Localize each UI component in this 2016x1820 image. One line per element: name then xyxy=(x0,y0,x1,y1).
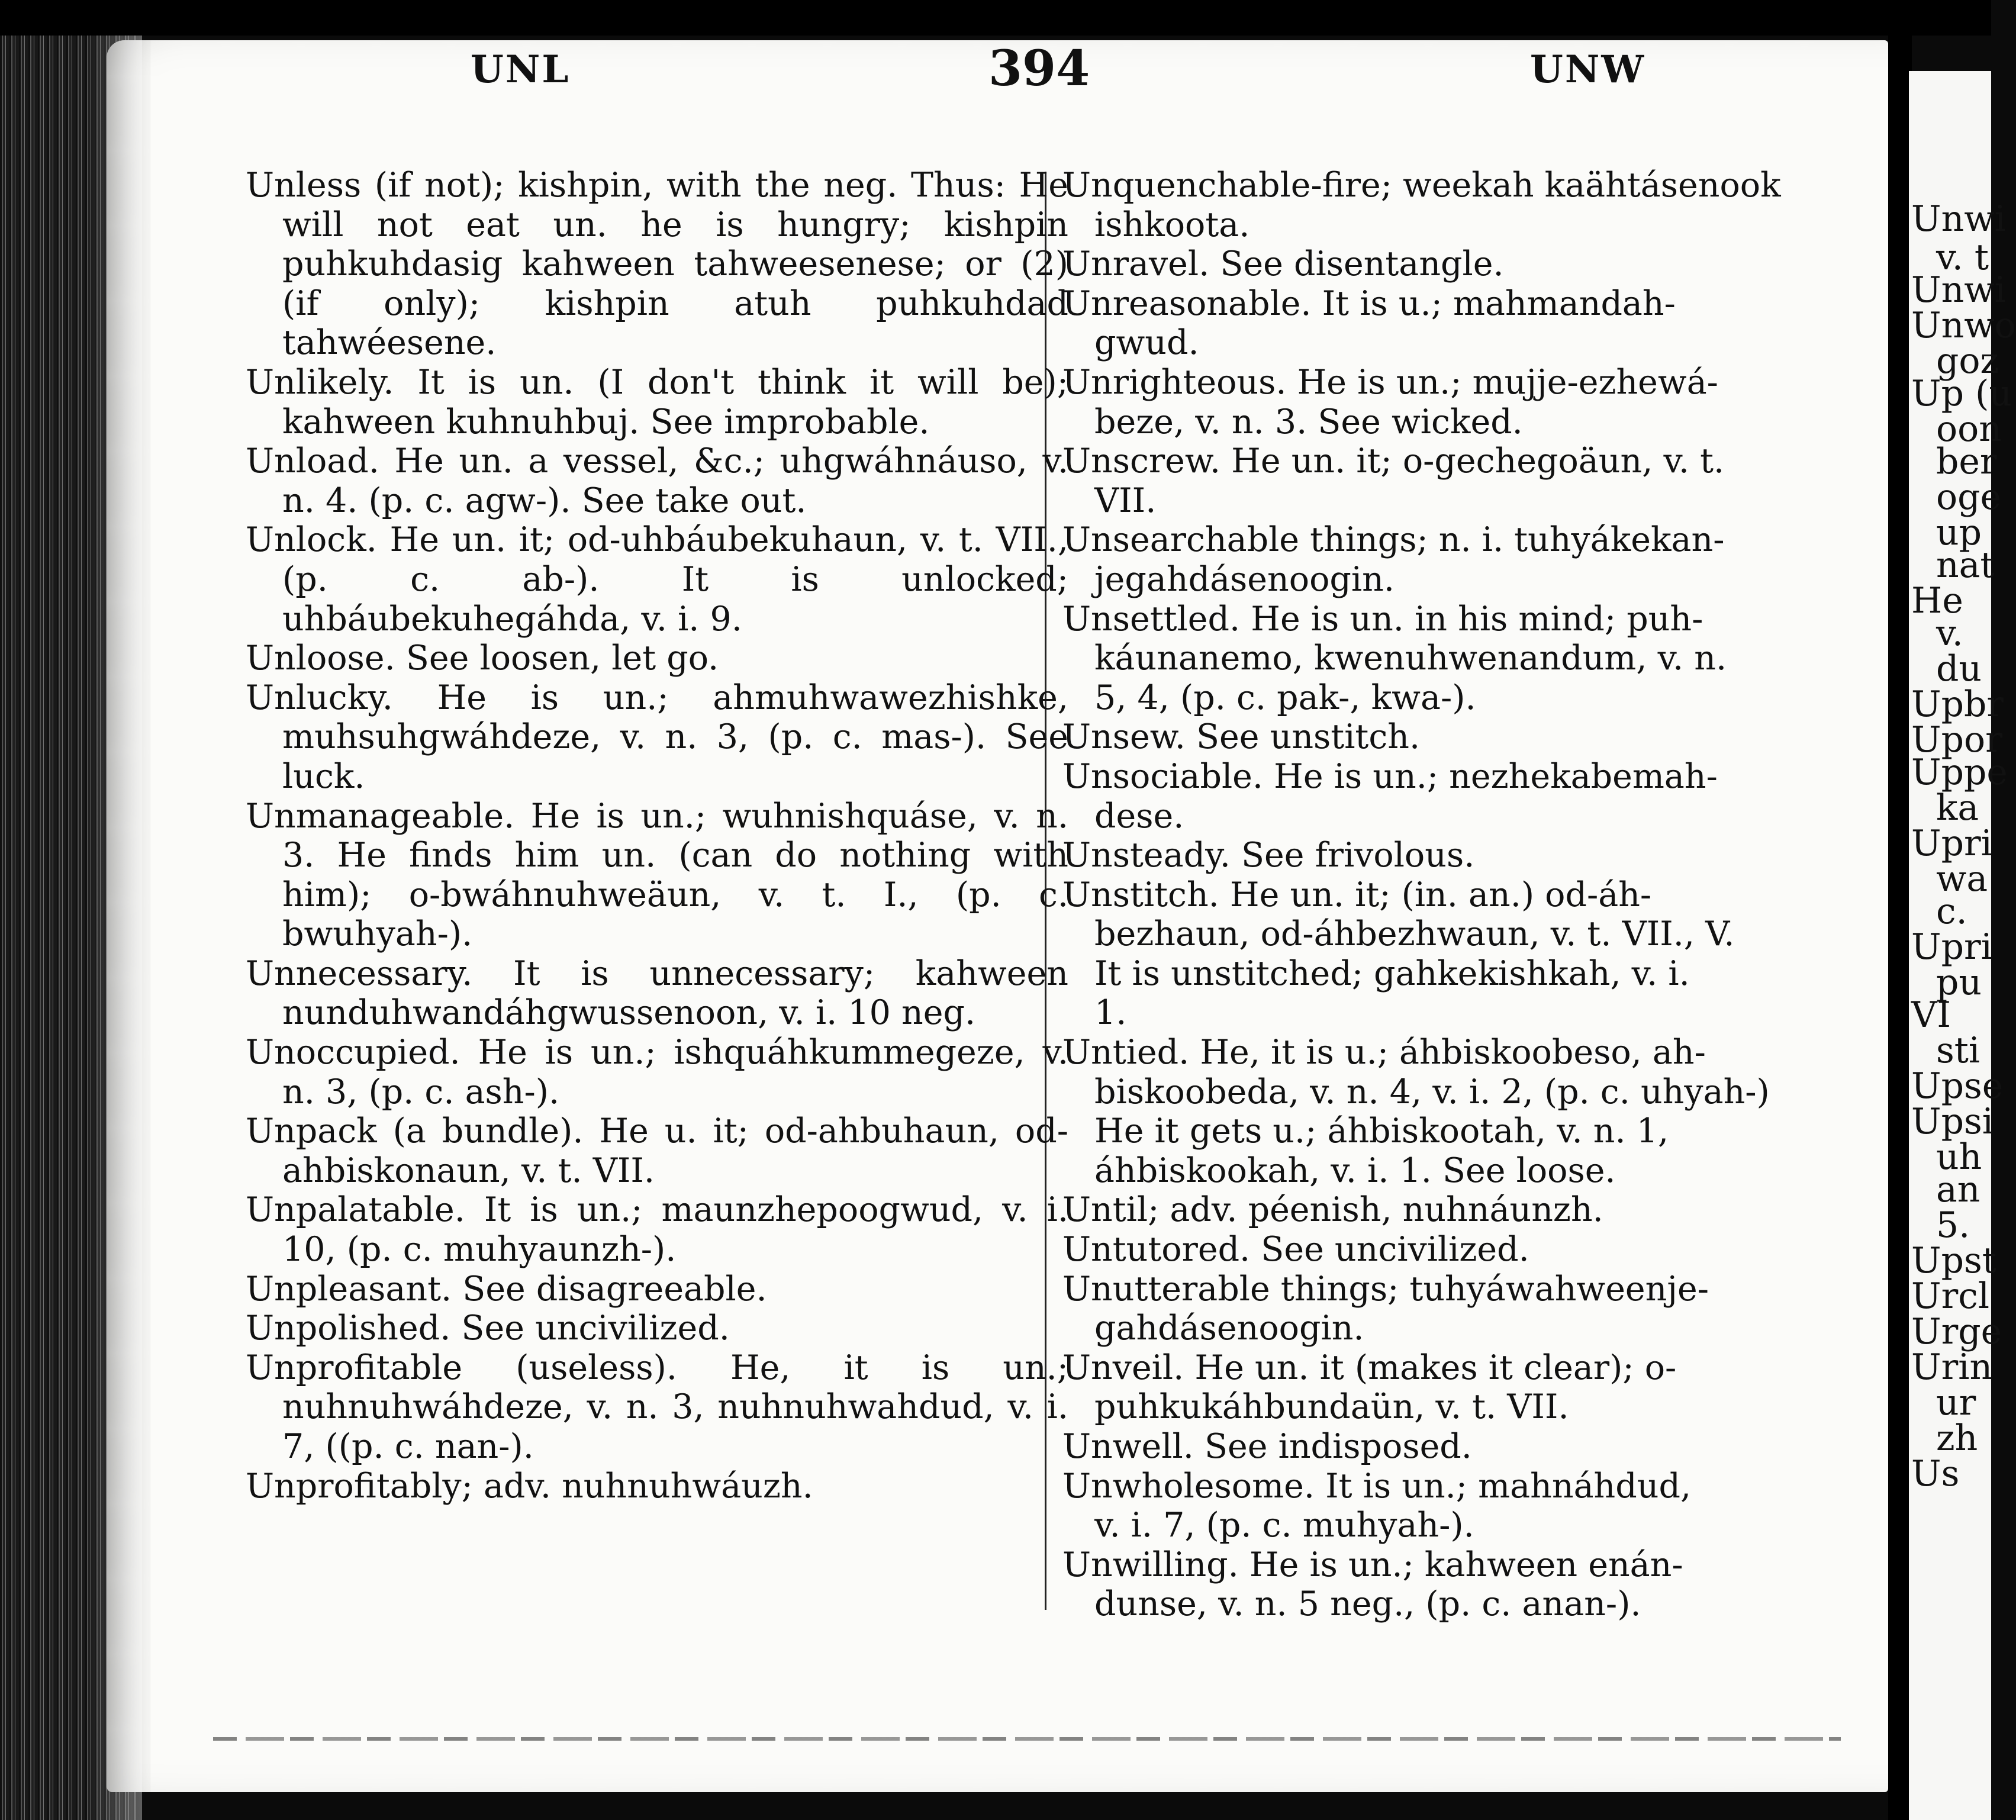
next-page-text: ur xyxy=(1936,1382,1976,1423)
next-page-text: Unwi xyxy=(1911,269,2006,311)
right-column xyxy=(1062,166,1782,1624)
next-page-text: goz xyxy=(1936,340,1999,382)
dictionary-line: gahdásenoogin. xyxy=(1094,1309,1364,1348)
dictionary-line: puhkukáhbundaün, v. t. VII. xyxy=(1094,1387,1569,1427)
dictionary-entry: Unprofitably; adv. nuhnuhwáuzh. xyxy=(246,1466,813,1506)
next-page-text: He xyxy=(1911,580,1963,621)
dictionary-line: ishkoota. xyxy=(1094,205,1250,244)
next-page-text: Urge xyxy=(1911,1311,2002,1352)
next-page-text: ber xyxy=(1936,441,1997,482)
dictionary-line: v. i. 7, (p. c. muhyah-). xyxy=(1094,1506,1474,1545)
page-gutter xyxy=(1888,36,1912,1820)
dictionary-line: Unsteady. See frivolous. xyxy=(1062,836,1475,875)
next-page-text: Upbr xyxy=(1911,684,2004,725)
dictionary-entry: Unpack (a bundle). He u. it; od-ahbuhaun, od-ahbiskonaun, v. t. VII. xyxy=(246,1112,1068,1190)
dictionary-entry: Unlikely. It is un. (I don't think it will be); kahween kuhnuhbuj. See improbable. xyxy=(246,362,1068,442)
dictionary-entry: Unprofitable (useless). He, it is un.; nuhnuhwáhdeze, v. n. 3, nuhnuhwahdud, v. i. 7, ((p. c. nan-). xyxy=(246,1348,1068,1466)
next-page-text: nat xyxy=(1936,545,1995,586)
dictionary-line: áhbiskookah, v. i. 1. See loose. xyxy=(1094,1151,1616,1190)
dictionary-line: Unwell. See indisposed. xyxy=(1062,1427,1472,1466)
next-page-text: ka xyxy=(1936,787,1979,829)
next-page-text: du xyxy=(1936,648,1982,690)
dictionary-entry: Unpleasant. See disagreeable. xyxy=(246,1269,767,1309)
running-head-left: UNL xyxy=(471,47,571,92)
dictionary-entry: Unpolished. See uncivilized. xyxy=(246,1309,730,1348)
dictionary-line: káunanemo, kwenuhwenandum, v. n. xyxy=(1094,639,1727,678)
spine-shadow xyxy=(89,36,142,1820)
dictionary-entry: Unmanageable. He is un.; wuhnishquáse, v. n. 3. He finds him un. (can do nothing with him); o-bwáhnuhweäun, v. t. I., (p. c. bwuhyah-). xyxy=(246,796,1068,954)
page-bottom-edge xyxy=(213,1737,1841,1741)
dictionary-line: 1. xyxy=(1094,993,1127,1033)
next-page-text: Unwi xyxy=(1911,198,2006,240)
dictionary-line: Unsettled. He is un. in his mind; puh- xyxy=(1062,599,1703,639)
next-page-text: Upri xyxy=(1911,823,1992,864)
dictionary-line: dese. xyxy=(1094,796,1184,836)
dictionary-line: gwud. xyxy=(1094,323,1199,363)
next-page-text: c. xyxy=(1936,891,1967,932)
dictionary-line: 5, 4, (p. c. pak-, kwa-). xyxy=(1094,678,1476,717)
scan-top-border xyxy=(0,0,1991,36)
dictionary-line: Unwholesome. It is un.; mahnáhdud, xyxy=(1062,1466,1692,1506)
dictionary-line: Unstitch. He un. it; (in. an.) od-áh- xyxy=(1062,875,1652,914)
next-page-text: an xyxy=(1936,1169,1980,1210)
dictionary-line: Unreasonable. It is u.; mahmandah- xyxy=(1062,284,1676,323)
next-page-text: up xyxy=(1936,512,1982,553)
next-page-text: Urcl xyxy=(1911,1275,1990,1317)
next-page-text: wa xyxy=(1936,858,1988,900)
next-page-text: sti xyxy=(1936,1030,1980,1071)
dictionary-line: biskoobeda, v. n. 4, v. i. 2, (p. c. uhyah-) xyxy=(1094,1072,1770,1112)
dictionary-line: VII. xyxy=(1094,481,1157,520)
dictionary-line: He it gets u.; áhbiskootah, v. n. 1, xyxy=(1094,1112,1669,1151)
next-page-text: Up (u xyxy=(1911,373,2012,414)
dictionary-line: Unwilling. He is un.; kahween enán- xyxy=(1062,1545,1683,1584)
dictionary-entry: Unlucky. He is un.; ahmuhwawezhishke, muhsuhgwáhdeze, v. n. 3, (p. c. mas-). See luck. xyxy=(246,678,1068,796)
dictionary-line: Unsew. See unstitch. xyxy=(1062,717,1421,757)
dictionary-entry: Unloose. See loosen, let go. xyxy=(246,639,719,678)
next-page-text: Upsi xyxy=(1911,1101,1994,1142)
dictionary-entry: Unless (if not); kishpin, with the neg. Thus: He will not eat un. he is hungry; kishpin puhkuhdasig kahween tahweesenese; or (2) (if only); kishpin atuh puhkuhdad tahwéesene. xyxy=(246,166,1068,363)
dictionary-entry: Unload. He un. a vessel, &c.; uhgwáhnáuso, v. n. 4. (p. c. agw-). See take out. xyxy=(246,442,1068,520)
next-page-text: Upor xyxy=(1911,719,2002,761)
next-page-text: 5. xyxy=(1936,1204,1970,1246)
next-page-text: zh xyxy=(1936,1418,1978,1459)
page-number: 394 xyxy=(988,40,1090,97)
dictionary-line: Unquenchable-fire; weekah kaähtásenook xyxy=(1062,166,1781,205)
next-page-fragment xyxy=(1909,71,2016,1820)
dictionary-line: Unsearchable things; n. i. tuhyákekan- xyxy=(1062,520,1725,560)
next-page-text: Upst xyxy=(1911,1240,1996,1281)
dictionary-entry: Unnecessary. It is unnecessary; kahween nunduhwandáhgwussenoon, v. i. 10 neg. xyxy=(246,954,1068,1033)
next-page-text: VI xyxy=(1911,994,1951,1036)
dictionary-line: Unravel. See disentangle. xyxy=(1062,244,1504,284)
dictionary-line: dunse, v. n. 5 neg., (p. c. anan-). xyxy=(1094,1584,1641,1624)
dictionary-entry: Unpalatable. It is un.; maunzhepoogwud, v. i. 10, (p. c. muhyaunzh-). xyxy=(246,1190,1068,1270)
next-page-text: Unwo xyxy=(1911,305,2016,346)
dictionary-line: Unveil. He un. it (makes it clear); o- xyxy=(1062,1348,1677,1387)
dictionary-entry: Unlock. He un. it; od-uhbáubekuhaun, v. t. VII., (p. c. ab-). It is unlocked; uhbáubekuhegáhda, v. i. 9. xyxy=(246,520,1068,639)
next-page-text: Upri xyxy=(1911,926,1992,968)
running-head-right: UNW xyxy=(1530,47,1646,92)
next-page-text: Urin xyxy=(1911,1347,1993,1388)
dictionary-line: bezhaun, od-áhbezhwaun, v. t. VII., V. xyxy=(1094,914,1735,954)
next-page-text: uh xyxy=(1936,1136,1982,1178)
next-page-text: v. t xyxy=(1936,237,1989,278)
left-column xyxy=(246,166,1068,1506)
dictionary-line: Unutterable things; tuhyáwahweenje- xyxy=(1062,1269,1709,1309)
next-page-text: pu xyxy=(1936,962,1982,1003)
next-page-text: v. xyxy=(1936,613,1963,654)
next-page-text: Us xyxy=(1911,1453,1960,1494)
dictionary-line: Unscrew. He un. it; o-gechegoäun, v. t. xyxy=(1062,442,1725,481)
dictionary-line: Unsociable. He is un.; nezhekabemah- xyxy=(1062,756,1718,796)
dictionary-line: It is unstitched; gahkekishkah, v. i. xyxy=(1094,954,1690,993)
dictionary-line: Unrighteous. He is un.; mujje-ezhewá- xyxy=(1062,362,1718,402)
next-page-text: Uppe xyxy=(1911,752,2008,793)
next-page-text: oge xyxy=(1936,476,2002,518)
dictionary-entry: Unoccupied. He is un.; ishquáhkummegeze, v. n. 3, (p. c. ash-). xyxy=(246,1033,1068,1112)
next-page-text: Upse xyxy=(1911,1065,2004,1107)
next-page-text: oon xyxy=(1936,408,2002,450)
dictionary-line: Untied. He, it is u.; áhbiskoobeso, ah- xyxy=(1062,1033,1706,1072)
dictionary-line: jegahdásenoogin. xyxy=(1094,559,1395,599)
dictionary-line: Untutored. See uncivilized. xyxy=(1062,1230,1529,1270)
dictionary-line: beze, v. n. 3. See wicked. xyxy=(1094,402,1523,442)
dictionary-line: Until; adv. péenish, nuhnáunzh. xyxy=(1062,1190,1603,1230)
